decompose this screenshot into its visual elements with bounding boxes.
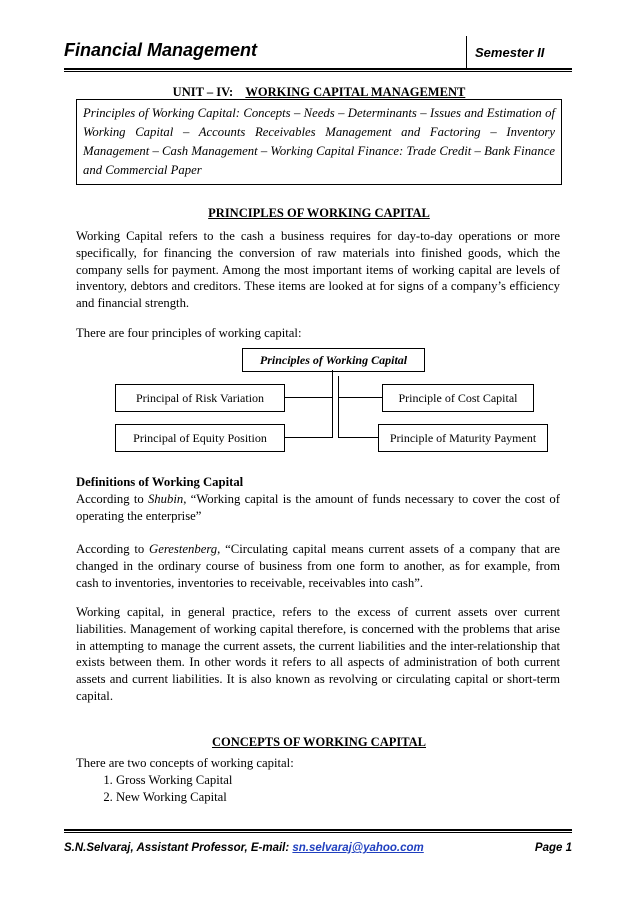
header-semester: Semester II — [475, 45, 545, 60]
footer-rule-thin — [64, 832, 572, 833]
concepts-intro: There are two concepts of working capital: — [76, 756, 294, 770]
ger-name: Gerestenberg — [149, 542, 218, 556]
email-link[interactable]: sn.selvaraj@yahoo.com — [292, 842, 424, 854]
footer-author-text: S.N.Selvaraj, Assistant Professor, E-mail: — [64, 842, 293, 854]
list-item: 2. New Working Capital — [116, 789, 560, 806]
diagram-root-box: Principles of Working Capital — [242, 348, 425, 372]
diagram-box-equity-position: Principal of Equity Position — [115, 424, 285, 452]
header-rule — [64, 68, 572, 70]
concepts-block — [76, 755, 560, 805]
shubin-name: Shubin — [147, 491, 184, 506]
concepts-heading: CONCEPTS OF WORKING CAPITAL — [211, 735, 427, 749]
shubin-text: , “Working capital is the amount of funds necessary to cover the cost of operating the enterprise” — [76, 491, 560, 523]
diagram-box-cost-capital: Principle of Cost Capital — [382, 384, 534, 412]
principles-intro: Working Capital refers to the cash a business requires for day-to-day operations or more specifically, for financing the conversion of raw materials into finished goods, which the company sells for payment. Among the most important items of working capital are levels of inventory, debtors and creditors. These items are looked at for signs of a company’s efficiency and financial strength. — [76, 229, 560, 311]
working-capital-general: Working capital, in general practice, refers to the excess of current assets over current liabilities. Management of working capital therefore, is concerned with the problems that arise in attempting to manage the current assets, the current liabilities and the inter-relationship that exists between them. In other words it refers to all aspects of administration of both current assets and current liabilities. It is also known as revolving or circulating capital or short-term capital. — [76, 605, 560, 703]
list-item: 1. Gross Working Capital — [116, 772, 560, 789]
page-number: Page 1 — [534, 842, 572, 854]
syllabus-box: Principles of Working Capital: Concepts – Needs – Determinants – Issues and Estimation of Working Capital – Accounts Receivables Management and Factoring – Inventory Management – Cash Management – Working Capital Finance: Trade Credit – Bank Finance and Commercial Paper — [76, 99, 562, 185]
footer-rule — [64, 829, 572, 831]
concepts-list — [76, 772, 560, 806]
unit-number: UNIT – IV: — [172, 85, 234, 99]
unit-name: WORKING CAPITAL MANAGEMENT — [245, 85, 466, 99]
footer-author — [64, 842, 424, 854]
four-principles-text: There are four principles of working capital: — [76, 326, 302, 340]
diagram-box-maturity-payment: Principle of Maturity Payment — [378, 424, 548, 452]
definition-shubin — [76, 491, 560, 525]
shubin-prefix: According to — [76, 491, 148, 506]
header-divider — [466, 36, 467, 68]
definitions-heading: Definitions of Working Capital — [76, 475, 244, 489]
diagram-connector-right-bottom — [338, 437, 378, 438]
diagram-connector-vertical — [332, 370, 333, 438]
diagram-connector-left-bottom — [284, 437, 332, 438]
principles-heading: PRINCIPLES OF WORKING CAPITAL — [208, 206, 430, 220]
diagram-connector-left-top — [284, 397, 332, 398]
diagram-box-risk-variation: Principal of Risk Variation — [115, 384, 285, 412]
header-rule-thin — [64, 71, 572, 72]
document-header-title: Financial Management — [64, 40, 258, 60]
diagram-connector-vertical-2 — [338, 376, 339, 438]
unit-title — [0, 85, 638, 100]
ger-text: , “Circulating capital means current assets of a company that are changed in the ordinary course of business from one form to another, as for example, from cash to inventories, inventories to receivable, receivables into cash”. — [76, 542, 561, 590]
diagram-connector-right-top — [338, 397, 382, 398]
ger-prefix: According to — [76, 542, 150, 556]
definition-gerestenberg — [76, 541, 560, 591]
definitions-block — [76, 474, 560, 524]
